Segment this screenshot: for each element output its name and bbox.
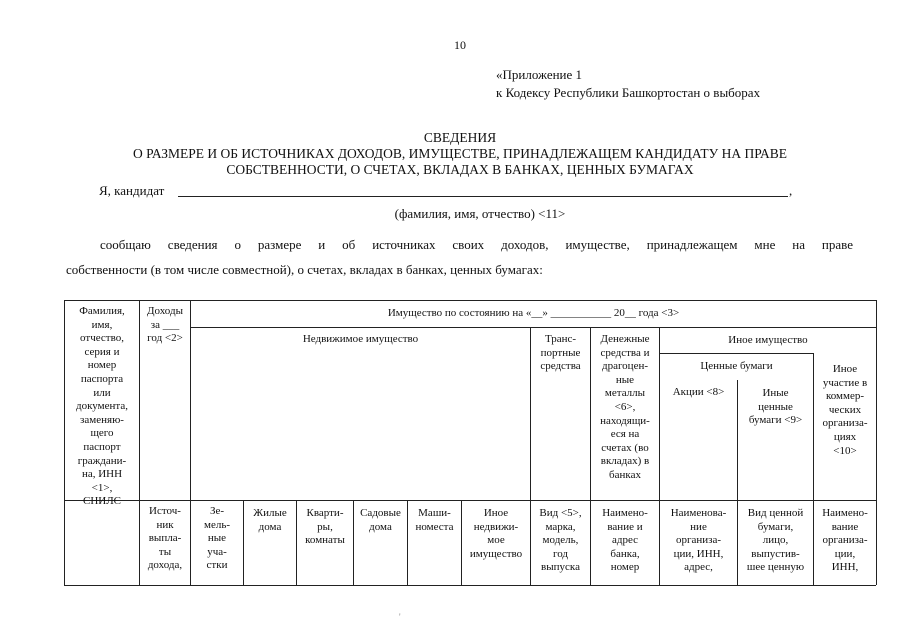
table-line-header [190,327,876,328]
annex-line-2: к Кодексу Республики Башкортостан о выборах [496,85,761,100]
header-securities: Ценные бумаги [700,360,773,372]
header-money: Денежные средства и драгоцен- ные металлы <6>, находящи- еся на счетах (во вкладах) в банках [600,333,650,481]
table-line-securities [659,353,813,354]
subheader-securities-details: Вид ценной бумаги, лицо, выпустив- шее ценную [746,507,805,574]
subheader-other-real-estate: Иное недвижи- мое имущество [469,507,523,560]
title-line-2: О РАЗМЕРЕ И ОБ ИСТОЧНИКАХ ДОХОДОВ, ИМУЩЕСТВЕ, ПРИНАДЛЕЖАЩЕМ КАНДИДАТУ НА ПРАВЕ [132,146,788,161]
candidate-field-hint: (фамилия, имя, отчество) <11> [394,206,566,221]
title-line-1: СВЕДЕНИЯ [423,130,497,145]
subheader-bank-details: Наимено- вание и адрес банка, номер [602,507,648,574]
subheader-parking: Маши- номеста [415,507,454,533]
header-real-estate: Недвижимое имущество [302,333,419,345]
subheader-participation-details: Наимено- вание организа- ции, ИНН, [822,507,868,574]
header-fio-passport: Фамилия, имя, отчество, серия и номер паспорта или документа, заменяю- щего паспорт граждани- на, ИНН <1>, СНИЛС [76,305,128,508]
scan-mark: ' [399,612,401,622]
header-property-as-of: Имущество по состоянию на «__» ___________ 20__ года <3> [387,307,680,319]
subheader-garden-houses: Садовые дома [360,507,401,533]
table-line-body [64,500,876,501]
title-line-3: СОБСТВЕННОСТИ, О СЧЕТАХ, ВКЛАДАХ В БАНКАХ, ЦЕННЫХ БУМАГАХ [226,162,694,177]
table-border-top [64,300,876,301]
table-border-bottom [64,585,876,586]
subheader-houses: Жилые дома [253,507,287,533]
header-other-securities: Иные ценные бумаги <9> [748,387,803,427]
header-income: Доходы за ___ год <2> [147,305,183,345]
candidate-label: Я, кандидат [99,183,165,198]
table-border-right [876,300,877,585]
subheader-shares-details: Наименова- ние организа- ции, ИНН, адрес, [670,507,727,574]
subheader-transport-details: Вид <5>, марка, модель, год выпуска [539,507,582,574]
page-number: 10 [454,38,466,52]
subheader-apartments: Кварти- ры, комнаты [305,507,345,547]
header-shares: Акции <8> [672,386,725,398]
header-other-participation: Иное участие в коммер- ческих организа- циях <10> [822,363,868,457]
header-transport: Транс- портные средства [540,333,581,373]
paragraph-line-1: сообщаю сведения о размере и об источниках своих доходов, имуществе, принадлежащем мне на праве [100,237,853,252]
paragraph-line-2: собственности (в том числе совместной), о счетах, вкладах в банках, ценных бумагах: [66,262,543,277]
candidate-comma: , [789,183,793,198]
subheader-land: Зе- мель- ные уча- стки [203,505,230,572]
subheader-income-source: Источ- ник выпла- ты дохода, [147,505,183,572]
annex-line-1: «Приложение 1 [496,67,583,82]
header-other-property: Иное имущество [728,334,808,346]
